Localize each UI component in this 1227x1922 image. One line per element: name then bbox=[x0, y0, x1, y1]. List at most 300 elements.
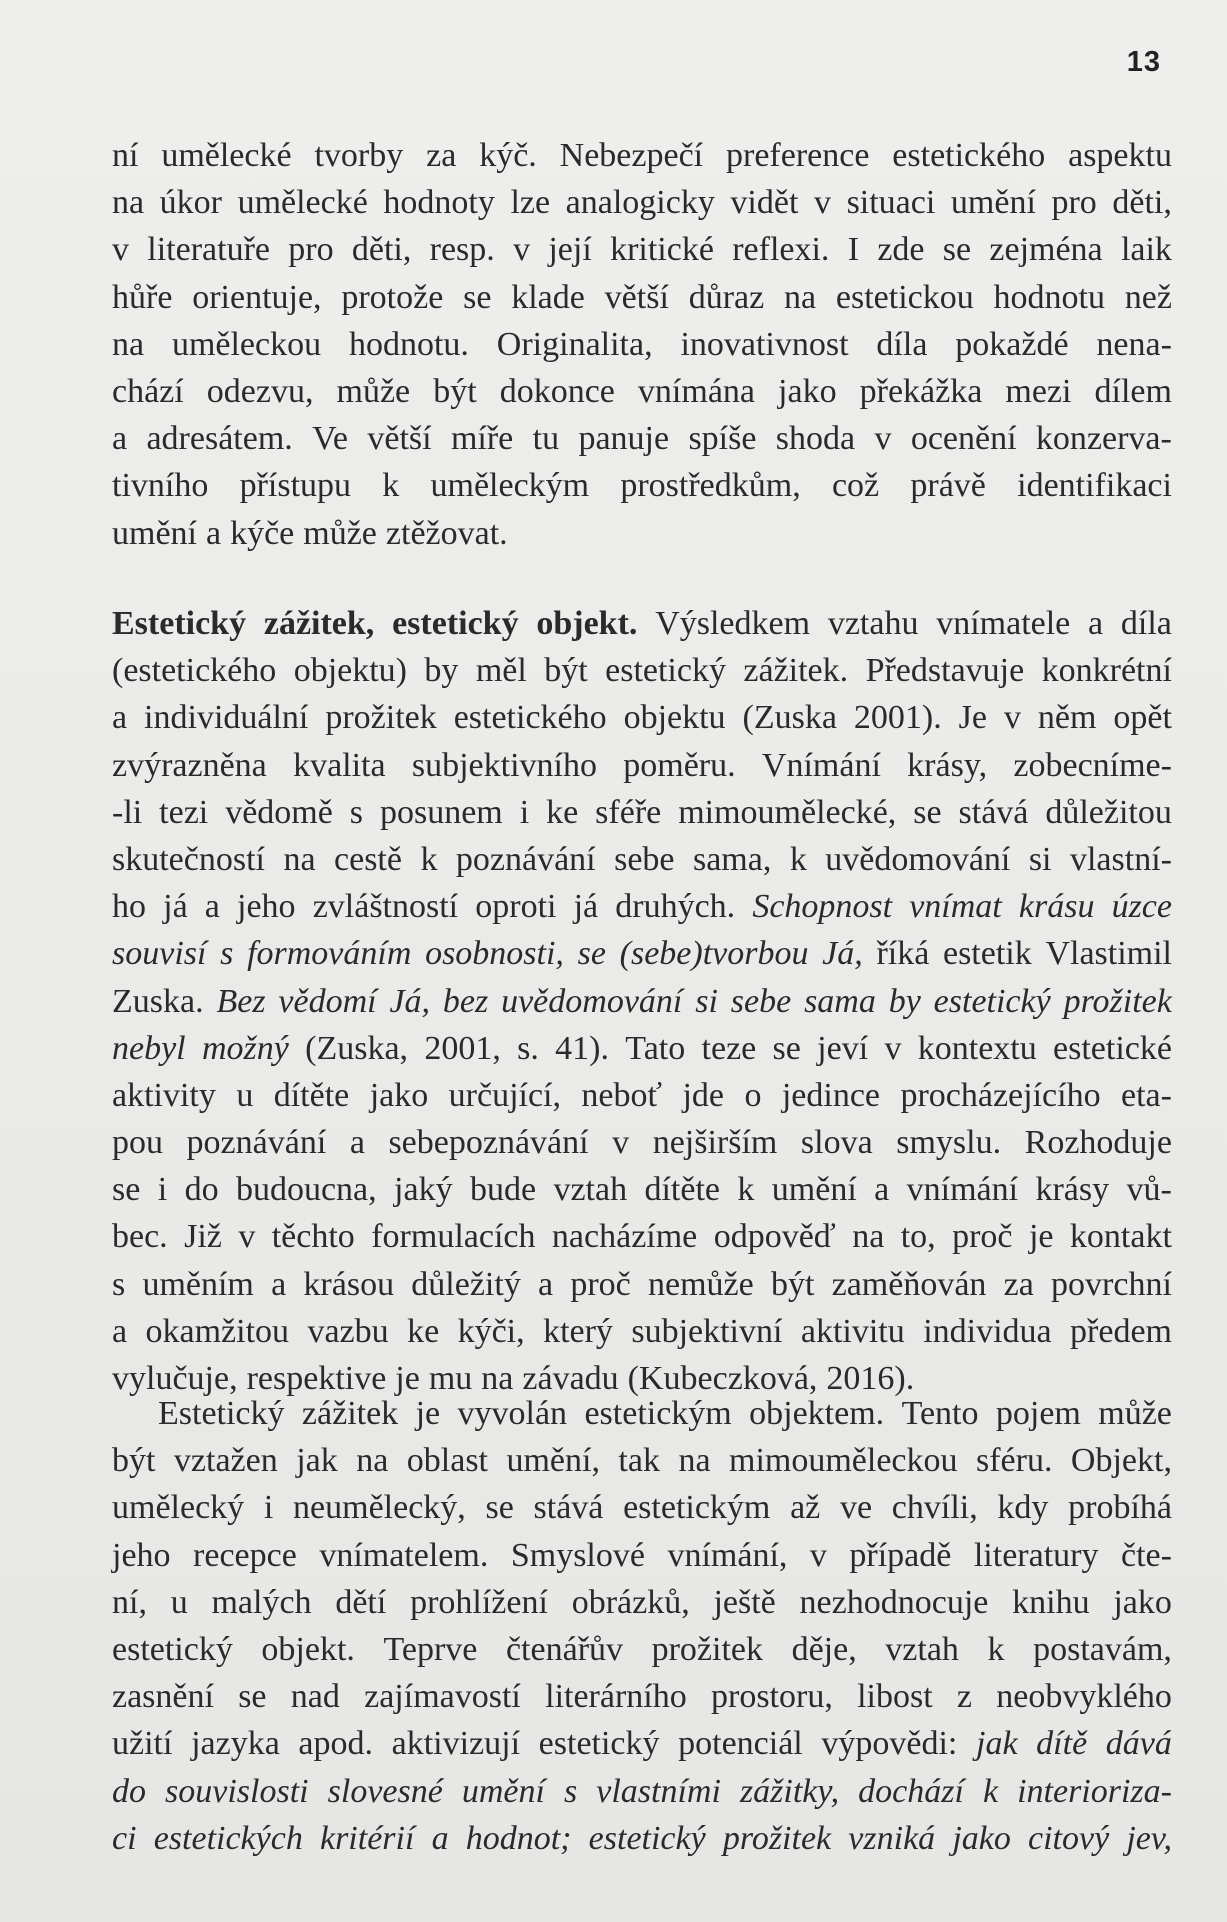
word: prožitek bbox=[722, 1819, 832, 1857]
word: kritérií bbox=[319, 1819, 415, 1857]
word: literárního bbox=[545, 1678, 687, 1716]
text-line bbox=[112, 647, 1172, 694]
word: (Kubeczková, bbox=[627, 1360, 818, 1397]
word: vztah bbox=[885, 1630, 959, 1668]
word: obrázků, bbox=[571, 1583, 690, 1621]
word: s bbox=[349, 793, 364, 831]
word: apod. bbox=[298, 1725, 373, 1763]
word: k bbox=[987, 1630, 1005, 1668]
text-line bbox=[112, 1072, 1172, 1119]
word: a bbox=[112, 420, 128, 458]
text-line bbox=[112, 1673, 1172, 1720]
word: Estetický bbox=[158, 1395, 285, 1432]
text-line bbox=[112, 1119, 1172, 1166]
word: v bbox=[884, 1029, 902, 1067]
word: kýče bbox=[230, 514, 295, 552]
word: eta- bbox=[1121, 1076, 1172, 1114]
word: prostoru, bbox=[711, 1678, 833, 1716]
word: na bbox=[283, 840, 316, 878]
word: Tato bbox=[625, 1029, 686, 1067]
word: pro bbox=[288, 231, 334, 269]
word: děti, bbox=[351, 231, 412, 269]
text-line bbox=[112, 1626, 1172, 1673]
word: lze bbox=[510, 184, 551, 222]
word: já bbox=[163, 888, 188, 926]
word: vztažen bbox=[173, 1442, 278, 1480]
word: Nebezpečí bbox=[559, 137, 704, 174]
word: uvědomování bbox=[825, 840, 1011, 878]
word: chvíli, bbox=[891, 1489, 978, 1527]
word: 2016). bbox=[826, 1360, 915, 1397]
word: 2001). bbox=[853, 699, 942, 737]
word: vů- bbox=[1126, 1171, 1172, 1209]
word: dítěte bbox=[273, 1076, 350, 1114]
word: Výsledkem bbox=[655, 605, 811, 642]
word: proč bbox=[570, 1265, 631, 1303]
word: umělecké bbox=[161, 137, 292, 174]
word: probíhá bbox=[1068, 1489, 1172, 1527]
word: prostředkům, bbox=[620, 467, 801, 505]
word: bec. bbox=[112, 1218, 168, 1256]
word: já bbox=[573, 888, 599, 926]
text-line bbox=[112, 1532, 1172, 1579]
word: v bbox=[874, 420, 892, 458]
page-number: 13 bbox=[1126, 46, 1161, 78]
word: estetický bbox=[392, 605, 519, 642]
word: umělecké bbox=[237, 184, 368, 222]
word: (estetického bbox=[112, 652, 277, 690]
word: objektem. bbox=[749, 1395, 885, 1432]
word: přístupu bbox=[239, 467, 352, 505]
paragraph-3 bbox=[112, 1390, 1172, 1862]
word: se bbox=[238, 1678, 267, 1716]
word: krásy, bbox=[907, 746, 988, 784]
word: Objekt, bbox=[1070, 1442, 1172, 1480]
word: z bbox=[956, 1678, 972, 1716]
word: povrchní bbox=[1051, 1265, 1172, 1303]
word: ke bbox=[546, 793, 579, 831]
word: důraz bbox=[688, 278, 765, 316]
word: sebepoznávání bbox=[388, 1124, 589, 1162]
text-line bbox=[112, 1261, 1172, 1308]
word: hůře bbox=[112, 278, 173, 316]
word: kritické bbox=[610, 231, 714, 269]
text-line bbox=[112, 1768, 1172, 1815]
word: na bbox=[112, 325, 145, 363]
text-line bbox=[112, 742, 1172, 789]
word: stává bbox=[958, 793, 1029, 831]
word: objektu) bbox=[293, 652, 407, 690]
word: estetickým bbox=[584, 1395, 732, 1432]
word: identifikaci bbox=[1017, 467, 1172, 505]
word: a bbox=[538, 1265, 554, 1303]
text-line bbox=[112, 1213, 1172, 1260]
word: a bbox=[431, 1819, 449, 1857]
word: hodnoty bbox=[383, 184, 495, 222]
text-line bbox=[112, 836, 1172, 883]
word: zvýrazněna bbox=[112, 746, 267, 784]
word: vnímat bbox=[909, 888, 1002, 926]
word: Je bbox=[958, 699, 987, 737]
word: se bbox=[913, 793, 942, 831]
word: míře bbox=[450, 420, 514, 458]
word: subjektivní bbox=[631, 1312, 783, 1350]
word: individua bbox=[923, 1312, 1052, 1350]
word: na bbox=[678, 1442, 711, 1480]
word: (Zuska bbox=[742, 699, 837, 737]
word: uměleckým bbox=[430, 467, 590, 505]
word: který bbox=[543, 1312, 613, 1350]
word: zážitek bbox=[301, 1395, 399, 1432]
word: pou bbox=[112, 1124, 163, 1162]
word: budoucna, bbox=[235, 1171, 377, 1209]
word: inovativnost bbox=[680, 325, 849, 363]
word: bude bbox=[469, 1171, 537, 1209]
paragraph-1 bbox=[112, 132, 1172, 557]
word: v bbox=[813, 184, 831, 222]
word: za bbox=[1003, 1265, 1034, 1303]
word: to, bbox=[900, 1218, 936, 1256]
word: a bbox=[204, 888, 220, 926]
word: může bbox=[303, 514, 377, 552]
word: proč bbox=[952, 1218, 1013, 1256]
word: být bbox=[433, 372, 477, 410]
word: a bbox=[874, 1171, 890, 1209]
word: v bbox=[513, 231, 531, 269]
word: (Zuska, bbox=[305, 1029, 409, 1067]
word: a bbox=[271, 1265, 287, 1303]
word: dítěte bbox=[644, 1171, 721, 1209]
word: být bbox=[112, 1442, 156, 1480]
word: jako bbox=[369, 1076, 429, 1114]
word: určující, bbox=[448, 1076, 561, 1114]
text-line bbox=[112, 694, 1172, 741]
text-line bbox=[112, 1390, 1172, 1437]
word: dílem bbox=[1094, 372, 1172, 410]
word: vnímání, bbox=[667, 1536, 788, 1574]
text-line bbox=[112, 930, 1172, 977]
word: protože bbox=[341, 278, 444, 316]
word: hodnotu. bbox=[348, 325, 469, 363]
word: prožitek bbox=[1063, 982, 1172, 1020]
word: okamžitou bbox=[145, 1312, 290, 1350]
word: s bbox=[112, 1265, 126, 1303]
word: skutečností bbox=[112, 840, 265, 878]
word: na bbox=[784, 278, 817, 316]
word: jako bbox=[952, 1819, 1011, 1857]
word: čtenářův bbox=[505, 1630, 624, 1668]
word: do bbox=[112, 1772, 146, 1810]
word: ve bbox=[839, 1489, 873, 1527]
word: umělecký bbox=[112, 1489, 245, 1527]
word: konzerva- bbox=[1035, 420, 1172, 458]
word: (sebe)tvorbou bbox=[619, 935, 809, 973]
word: s bbox=[563, 1772, 578, 1810]
text-line bbox=[112, 274, 1172, 321]
word: sebe bbox=[614, 840, 675, 878]
word: vazbu bbox=[307, 1312, 389, 1350]
word: ještě bbox=[713, 1583, 776, 1621]
word: je bbox=[395, 1360, 420, 1397]
word: citový bbox=[1028, 1819, 1110, 1857]
word: literatuře bbox=[147, 231, 270, 269]
word: vnímatelem. bbox=[319, 1536, 489, 1574]
word: respektive bbox=[246, 1360, 387, 1397]
word: vnímána bbox=[637, 372, 755, 410]
word: tvorby bbox=[314, 137, 404, 174]
word: vztah bbox=[553, 1171, 628, 1209]
text-line bbox=[112, 510, 1172, 557]
word: oblast bbox=[406, 1442, 488, 1480]
word: chází bbox=[112, 372, 184, 410]
word: uvědomování bbox=[501, 982, 683, 1020]
word: vylučuje, bbox=[112, 1360, 238, 1397]
word: nemůže bbox=[648, 1265, 754, 1303]
text-line bbox=[112, 1815, 1172, 1862]
word: úkor bbox=[159, 184, 222, 222]
word: formováním bbox=[247, 935, 412, 973]
word: hodnotu bbox=[993, 278, 1105, 316]
word: na bbox=[852, 1218, 885, 1256]
word: pro bbox=[1051, 184, 1097, 222]
word: než bbox=[1124, 278, 1172, 316]
word: kdy bbox=[997, 1489, 1049, 1527]
word: poměru. bbox=[623, 746, 736, 784]
word: 41). bbox=[555, 1029, 609, 1067]
word: teze bbox=[701, 1029, 757, 1067]
word: čte- bbox=[1120, 1536, 1172, 1574]
word: něm bbox=[1037, 699, 1097, 737]
word: poznávání bbox=[455, 840, 596, 878]
word: vztahu bbox=[827, 605, 919, 642]
word: aktivitu bbox=[800, 1312, 905, 1350]
word: zajímavostí bbox=[364, 1678, 521, 1716]
text-line bbox=[112, 978, 1172, 1025]
word: prohlížení bbox=[410, 1583, 548, 1621]
word: vnímatele bbox=[936, 605, 1071, 642]
word: slova bbox=[800, 1124, 873, 1162]
word: překážka bbox=[859, 372, 983, 410]
word: vlastními bbox=[596, 1772, 721, 1810]
word: důležitou bbox=[1045, 793, 1172, 831]
word: dítě bbox=[1036, 1725, 1088, 1763]
word: ke bbox=[407, 1312, 440, 1350]
word: užití bbox=[112, 1725, 173, 1763]
word: konkrétní bbox=[1041, 652, 1172, 690]
word: jeho bbox=[237, 888, 296, 926]
word: krásy bbox=[1035, 1171, 1110, 1209]
text-line bbox=[112, 132, 1172, 179]
word: se bbox=[463, 278, 492, 316]
word: jeho bbox=[112, 1536, 171, 1574]
text-line bbox=[112, 1720, 1172, 1767]
word: u bbox=[170, 1583, 188, 1621]
word: mezi bbox=[1005, 372, 1072, 410]
word: v bbox=[612, 1124, 630, 1162]
word: vyvolán bbox=[457, 1395, 568, 1432]
word: souvisí bbox=[112, 935, 207, 973]
word: umění bbox=[461, 1772, 545, 1810]
word: pojem bbox=[995, 1395, 1081, 1432]
word: Schopnost bbox=[752, 888, 893, 926]
word: adresátem. bbox=[146, 420, 293, 458]
word: recepce bbox=[193, 1536, 297, 1574]
word: zasnění bbox=[112, 1678, 214, 1716]
word: krásou bbox=[303, 1265, 395, 1303]
word: předem bbox=[1070, 1312, 1172, 1350]
word: výpovědi: bbox=[821, 1725, 958, 1763]
text-line bbox=[112, 789, 1172, 836]
word: by bbox=[424, 652, 459, 690]
word: Já, bbox=[822, 935, 863, 973]
word: si bbox=[695, 982, 718, 1020]
word: estetického bbox=[453, 699, 607, 737]
word: stává bbox=[533, 1489, 604, 1527]
word: na bbox=[356, 1442, 389, 1480]
word: kontakt bbox=[1069, 1218, 1172, 1256]
text-line bbox=[112, 1437, 1172, 1484]
word: zobecníme- bbox=[1013, 746, 1172, 784]
word: děti, bbox=[1112, 184, 1172, 222]
word: mimouměleckou bbox=[729, 1442, 958, 1480]
word: k bbox=[382, 467, 400, 505]
word: pokaždé bbox=[955, 325, 1069, 363]
word: subjektivního bbox=[411, 746, 597, 784]
word: -li bbox=[112, 793, 143, 831]
word: umění bbox=[950, 184, 1036, 222]
word: za bbox=[426, 137, 457, 174]
word: dochází bbox=[858, 1772, 964, 1810]
word: odezvu, bbox=[206, 372, 314, 410]
word: zážitek, bbox=[263, 605, 375, 642]
word: se bbox=[577, 935, 606, 973]
text-line bbox=[112, 883, 1172, 930]
word: aktivizují bbox=[391, 1725, 521, 1763]
word: estetických bbox=[153, 1819, 303, 1857]
word: Estetický bbox=[112, 605, 247, 642]
word: a bbox=[349, 1124, 365, 1162]
word: do bbox=[184, 1171, 219, 1209]
word: být bbox=[770, 1265, 815, 1303]
word: sféru. bbox=[975, 1442, 1053, 1480]
word: kýč. bbox=[479, 137, 537, 174]
word: jaký bbox=[394, 1171, 453, 1209]
word: Originalita, bbox=[496, 325, 653, 363]
word: kontextu bbox=[917, 1029, 1037, 1067]
word: cestě bbox=[334, 840, 402, 878]
word: může bbox=[1098, 1395, 1172, 1432]
word: ní, bbox=[112, 1583, 147, 1621]
word: neboť bbox=[581, 1076, 663, 1114]
word: na bbox=[481, 1360, 514, 1397]
word: estetickým bbox=[623, 1489, 771, 1527]
text-line bbox=[112, 415, 1172, 462]
word: s. bbox=[517, 1029, 539, 1067]
word: Smyslové bbox=[510, 1536, 645, 1574]
word: těchto bbox=[271, 1218, 355, 1256]
word: estetický bbox=[538, 1725, 660, 1763]
word: by bbox=[888, 982, 921, 1020]
word: estetik bbox=[942, 935, 1032, 973]
word: jako bbox=[778, 372, 837, 410]
word: 2001, bbox=[424, 1029, 501, 1067]
word: zážitek. bbox=[743, 652, 849, 690]
word: závadu bbox=[522, 1360, 619, 1397]
word: větší bbox=[604, 278, 669, 316]
word: estetický bbox=[933, 982, 1051, 1020]
word: k bbox=[982, 1772, 999, 1810]
word: díla bbox=[1120, 605, 1172, 642]
word: tu bbox=[532, 420, 560, 458]
word: libost bbox=[857, 1678, 933, 1716]
word: jde bbox=[682, 1076, 725, 1114]
text-line bbox=[112, 321, 1172, 368]
word: nad bbox=[290, 1678, 340, 1716]
word: kvalita bbox=[293, 746, 386, 784]
word: poznávání bbox=[186, 1124, 327, 1162]
word: opět bbox=[1113, 699, 1172, 737]
word: jazyka bbox=[191, 1725, 280, 1763]
word: Zuska. bbox=[112, 982, 204, 1020]
word: bez bbox=[442, 982, 489, 1020]
word: děje, bbox=[791, 1630, 857, 1668]
word: o bbox=[744, 1076, 762, 1114]
word: sama, bbox=[692, 840, 772, 878]
word: souvislosti bbox=[165, 1772, 309, 1810]
word: jak bbox=[296, 1442, 338, 1480]
word: a bbox=[112, 699, 128, 737]
word: shoda bbox=[775, 420, 856, 458]
text-line bbox=[112, 368, 1172, 415]
text-line bbox=[112, 1579, 1172, 1626]
word: a bbox=[112, 1312, 128, 1350]
word: Vlastimil bbox=[1045, 935, 1172, 973]
word: odpověď bbox=[713, 1218, 836, 1256]
word: krásu bbox=[1018, 888, 1095, 926]
word: individuální bbox=[144, 699, 309, 737]
word: jak bbox=[976, 1725, 1018, 1763]
word: jedince bbox=[781, 1076, 881, 1114]
word: a bbox=[1088, 605, 1104, 642]
word: jev, bbox=[1126, 1819, 1172, 1857]
word: ho bbox=[112, 888, 146, 926]
word: uměním bbox=[142, 1265, 254, 1303]
word: oproti bbox=[475, 888, 557, 926]
word: mimoumělecké, bbox=[678, 793, 897, 831]
word: Bez bbox=[216, 982, 266, 1020]
word: slovesné bbox=[327, 1772, 443, 1810]
word: a bbox=[205, 514, 222, 552]
word: hodnot; bbox=[465, 1819, 572, 1857]
word: u bbox=[236, 1076, 254, 1114]
word: její bbox=[548, 231, 592, 269]
word: říká bbox=[876, 935, 930, 973]
word: ztěžovat. bbox=[385, 514, 508, 552]
word: Ve bbox=[312, 420, 349, 458]
word: druhých. bbox=[615, 888, 736, 926]
word: mu bbox=[428, 1360, 473, 1397]
word: panuje bbox=[578, 420, 670, 458]
word: v bbox=[238, 1218, 256, 1256]
word: i bbox=[157, 1171, 168, 1209]
word: se bbox=[112, 1171, 141, 1209]
paragraph-2 bbox=[112, 600, 1172, 1402]
text-line bbox=[112, 1484, 1172, 1531]
word: ocenění bbox=[910, 420, 1017, 458]
word: být bbox=[544, 652, 588, 690]
word: postavám, bbox=[1033, 1630, 1172, 1668]
word: sama bbox=[804, 982, 876, 1020]
